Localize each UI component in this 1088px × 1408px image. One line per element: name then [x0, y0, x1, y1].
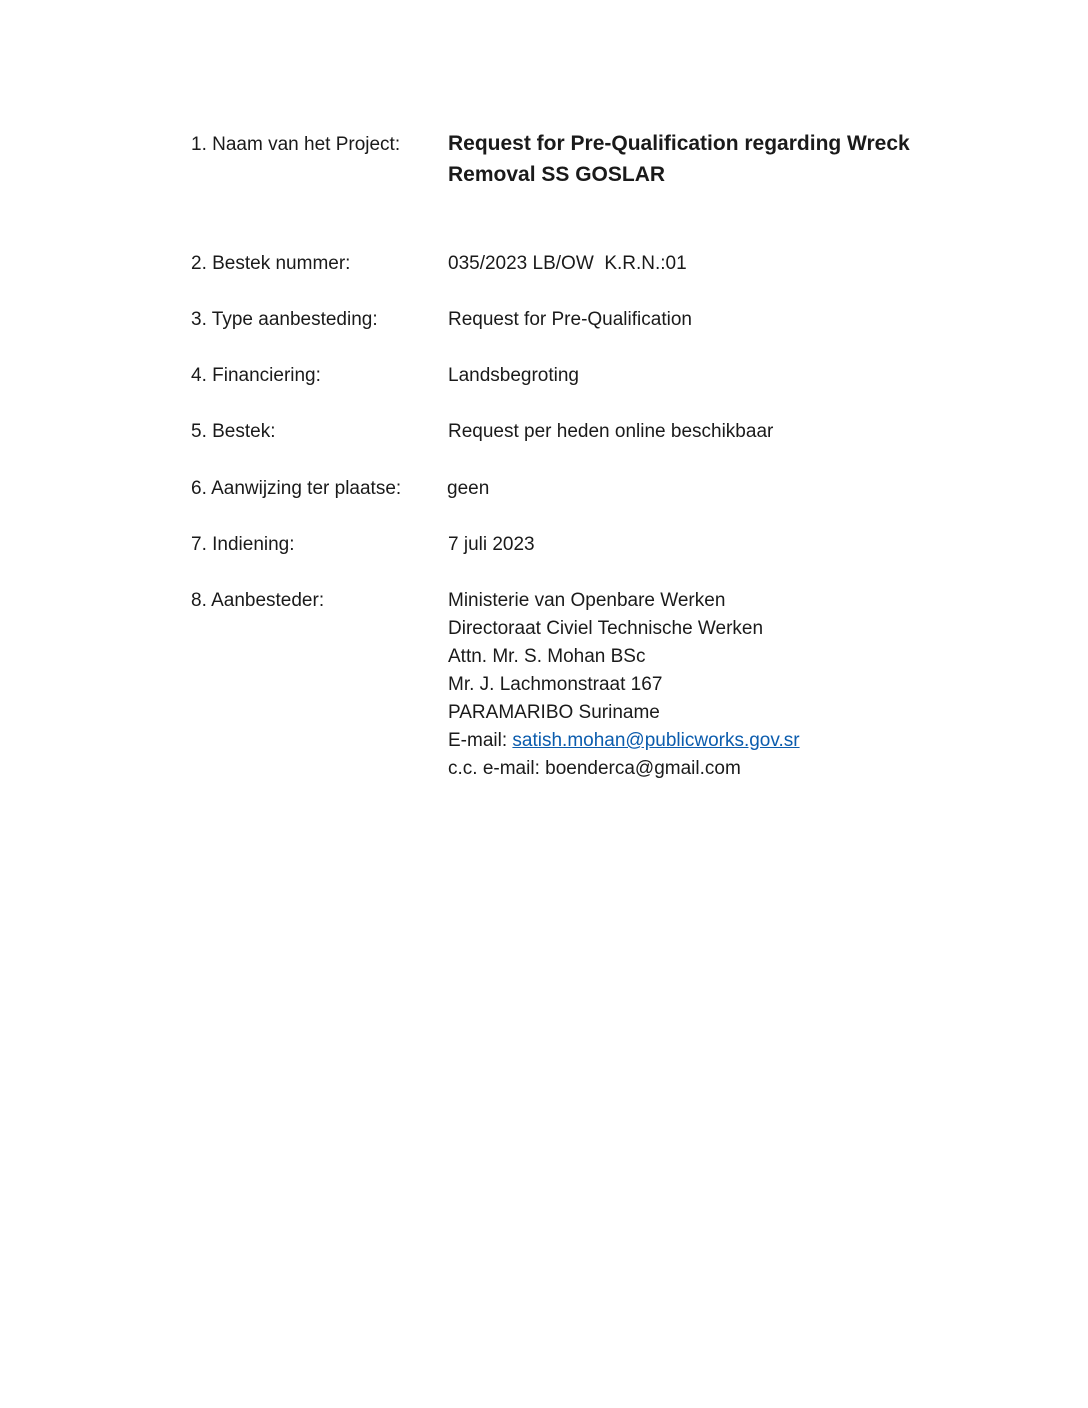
- bestek-nummer-label: 2. Bestek nummer:: [191, 253, 351, 274]
- indiening-value: 7 juli 2023: [448, 534, 535, 555]
- email-link[interactable]: satish.mohan@publicworks.gov.sr: [512, 730, 800, 751]
- project-name-line-1: Request for Pre-Qualification regarding Wreck: [448, 132, 910, 155]
- bestek-label: 5. Bestek:: [191, 421, 276, 442]
- address-line-directorate: Directoraat Civiel Technische Werken: [448, 618, 764, 639]
- email-line: [448, 727, 948, 755]
- address-line-city: PARAMARIBO Suriname: [448, 702, 660, 723]
- address-line-ministry: Ministerie van Openbare Werken: [448, 590, 726, 611]
- aanwijzing-value: geen: [447, 478, 490, 499]
- project-name-line-2: Removal SS GOSLAR: [448, 163, 666, 186]
- bestek-value: Request per heden online beschikbaar: [448, 421, 774, 442]
- project-name-label: 1. Naam van het Project:: [191, 134, 401, 155]
- email-prefix: E-mail:: [448, 730, 513, 751]
- cc-email-line: c.c. e-mail: boenderca@gmail.com: [448, 758, 741, 779]
- address-line-attn: Attn. Mr. S. Mohan BSc: [448, 646, 646, 667]
- aanbesteder-address: [448, 587, 948, 783]
- indiening-label: 7. Indiening:: [191, 534, 295, 555]
- financiering-label: 4. Financiering:: [191, 365, 321, 386]
- type-aanbesteding-label: 3. Type aanbesteding:: [191, 309, 378, 330]
- bestek-nummer-value: 035/2023 LB/OW K.R.N.:01: [448, 253, 687, 274]
- aanwijzing-label: 6. Aanwijzing ter plaatse:: [191, 478, 402, 499]
- project-name-value: [448, 128, 948, 190]
- type-aanbesteding-value: Request for Pre-Qualification: [448, 309, 692, 330]
- aanbesteder-label: 8. Aanbesteder:: [191, 590, 325, 611]
- address-line-street: Mr. J. Lachmonstraat 167: [448, 674, 663, 695]
- financiering-value: Landsbegroting: [448, 365, 579, 386]
